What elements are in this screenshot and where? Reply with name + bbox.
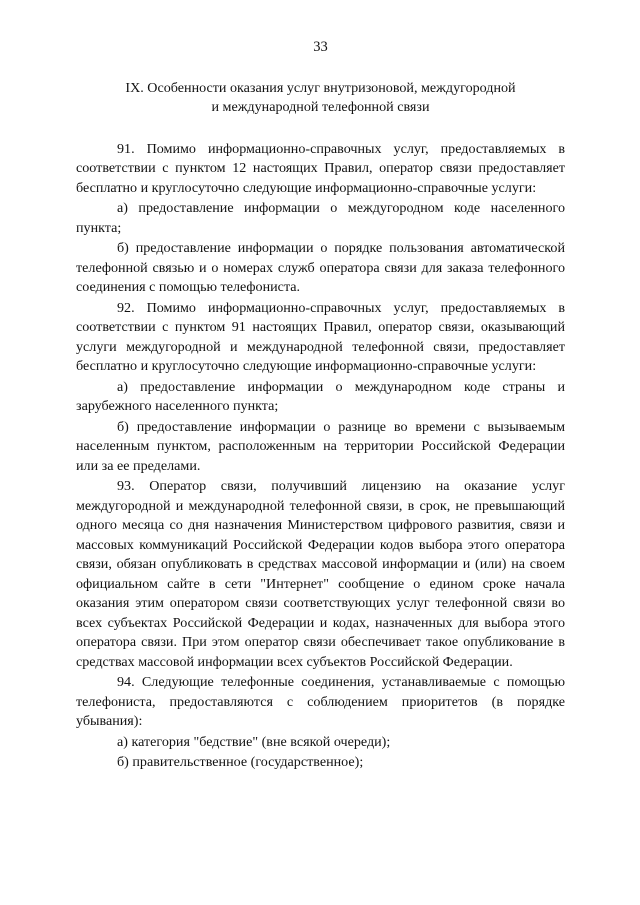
page-number: 33 bbox=[313, 39, 328, 55]
paragraph-92-b: б) предоставление информации о разнице во времени с вызываемым населенным пунктом, расположенным на территории Российской Федерации или за ее пределами. bbox=[76, 418, 565, 474]
section-heading-line-1: IX. Особенности оказания услуг внутризоновой, междугородной bbox=[125, 79, 516, 96]
paragraph-91-b: б) предоставление информации о порядке пользования автоматической телефонной связью и о номерах служб оператора связи для заказа телефонного соединения с помощью телефониста. bbox=[76, 240, 565, 295]
paragraph-91-a: а) предоставление информации о междугородном коде населенного пункта; bbox=[76, 200, 565, 236]
paragraph-94-b: б) правительственное (государственное); bbox=[117, 754, 364, 770]
section-heading bbox=[76, 79, 565, 118]
paragraph-94-a: а) категория "бедствие" (вне всякой очереди); bbox=[117, 733, 391, 750]
section-heading-line-2: и международной телефонной связи bbox=[211, 99, 430, 115]
paragraph-94: 94. Следующие телефонные соединения, устанавливаемые с помощью телефониста, предоставляются с соблюдением приоритетов (в порядке убывания): bbox=[76, 674, 565, 729]
paragraph-93: 93. Оператор связи, получивший лицензию на оказание услуг междугородной и международной телефонной связи, в срок, не превышающий одного месяца со дня назначения Министерством цифрового развития, связи и массовых коммуникаций Российской Федерации кодов выбора этого оператора связи, обязан опубликовать в средствах массовой информации и (или) на своем официальном сайте в сети "Интернет" сообщение о едином сроке начала оказания этим оператором связи соответствующих услуг телефонной связи во всех субъектах Российской Федерации и кодах, назначенных для выбора этого оператора связи. При этом оператор связи обеспечивает такое опубликование в средствах массовой информации всех субъектов Российской Федерации. bbox=[76, 478, 565, 670]
document-page bbox=[76, 38, 565, 774]
paragraph-91: 91. Помимо информационно-справочных услуг, предоставляемых в соответствии с пунктом 12 настоящих Правил, оператор связи предоставляет бесплатно и круглосуточно следующие информационно-справочные услуги: bbox=[76, 140, 565, 196]
paragraph-92: 92. Помимо информационно-справочных услуг, предоставляемых в соответствии с пунктом 91 настоящих Правил, оператор связи, оказывающий услуги междугородной и международной телефонной связи, предоставляет бесплатно и круглосуточно следующие информационно-справочные услуги: bbox=[76, 299, 565, 374]
paragraph-92-a: а) предоставление информации о международном коде страны и зарубежного населенного пункта; bbox=[76, 378, 565, 414]
